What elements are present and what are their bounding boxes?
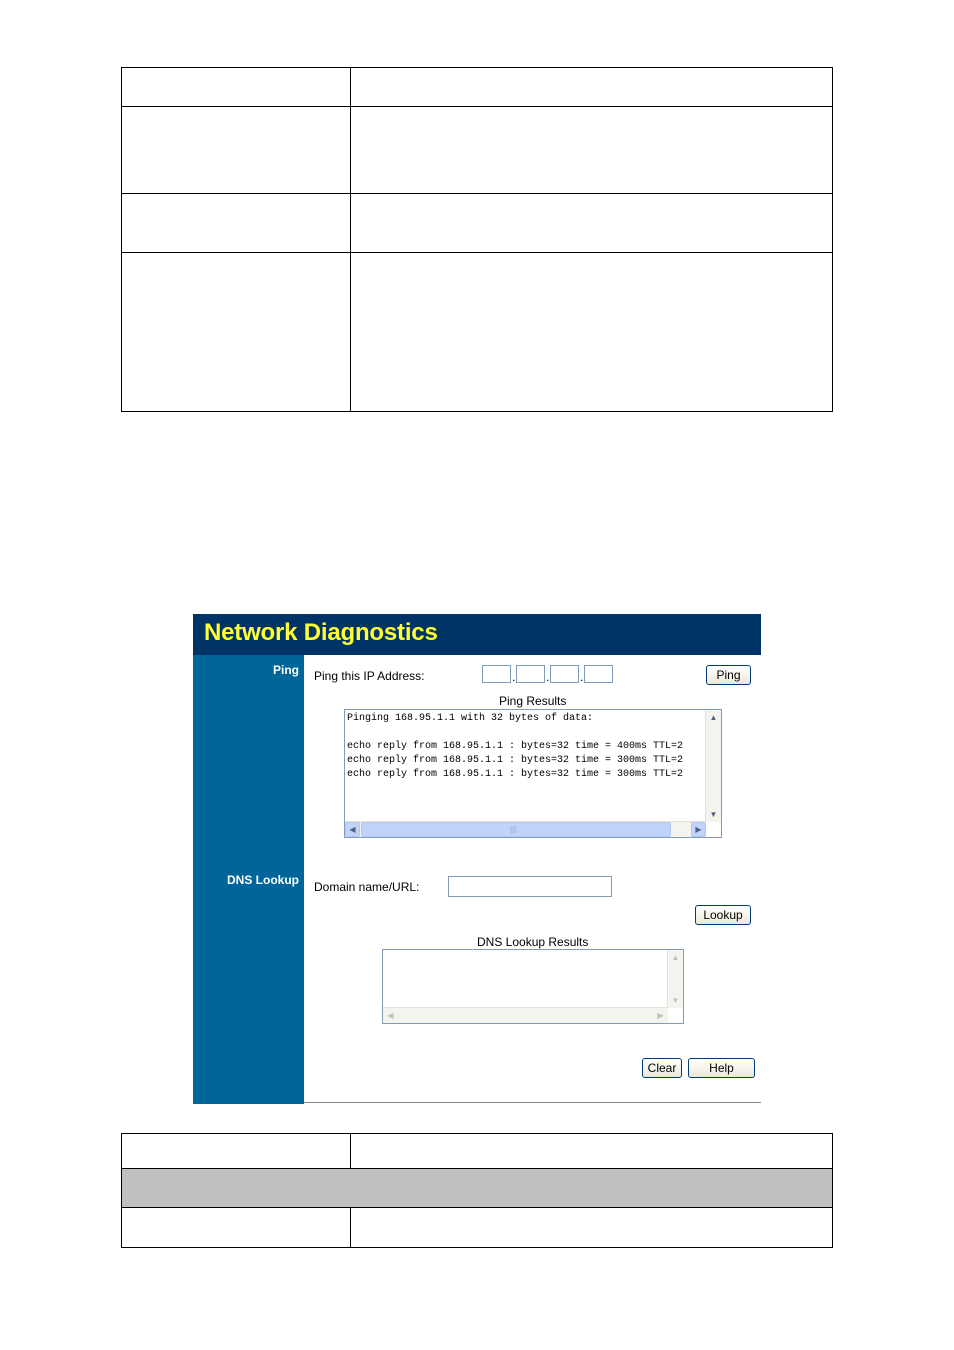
scroll-down-icon[interactable]: ▼ [671, 996, 680, 1005]
help-button[interactable]: Help [688, 1058, 755, 1078]
dns-results-textarea[interactable] [382, 949, 684, 1024]
ping-results-horizontal-scrollbar[interactable] [345, 821, 706, 837]
doc-table-row [122, 1208, 833, 1248]
doc-table-row [122, 194, 833, 253]
doc-table-shaded-row [122, 1169, 833, 1208]
ip-dot: . [512, 670, 516, 684]
doc-table-row [122, 107, 833, 194]
panel-bottom-divider [304, 1102, 761, 1103]
page-title: Network Diagnostics [204, 619, 438, 646]
doc-table-row [122, 68, 833, 107]
scroll-up-icon[interactable]: ▲ [671, 953, 680, 962]
section-label-ping: Ping [273, 663, 299, 677]
network-diagnostics-panel [193, 614, 761, 1104]
clear-button[interactable]: Clear [642, 1058, 682, 1078]
ip-octet-4-input[interactable] [584, 665, 613, 683]
ping-button[interactable]: Ping [706, 665, 751, 685]
ping-results-label: Ping Results [499, 694, 567, 708]
ping-ip-label: Ping this IP Address: [314, 669, 425, 683]
ip-dot: . [580, 670, 584, 684]
ip-octet-2-input[interactable] [516, 665, 545, 683]
doc-table-row [122, 1134, 833, 1169]
top-doc-table [121, 67, 833, 412]
scroll-left-icon[interactable]: ◀ [387, 1011, 394, 1020]
ping-results-textarea[interactable] [344, 709, 722, 838]
section-label-dns: DNS Lookup [227, 873, 299, 887]
scroll-right-icon[interactable]: ▶ [691, 822, 706, 837]
ip-octet-3-input[interactable] [550, 665, 579, 683]
sidebar [193, 655, 304, 1104]
scroll-down-icon[interactable]: ▼ [709, 810, 718, 819]
ping-results-vertical-scrollbar[interactable] [705, 710, 721, 822]
lookup-button[interactable]: Lookup [695, 905, 751, 925]
ip-dot: . [546, 670, 550, 684]
scrollbar-grip-icon: ||| [510, 825, 517, 834]
domain-name-input[interactable] [448, 876, 612, 897]
ip-octet-1-input[interactable] [482, 665, 511, 683]
domain-name-label: Domain name/URL: [314, 880, 420, 894]
ping-results-text: Pinging 168.95.1.1 with 32 bytes of data: echo reply from 168.95.1.1 : bytes=32 time = 400ms TTL=2 echo reply from 168.95.1.1 : bytes=32 time = 300ms TTL=2 echo reply from 168.95.1.1 : bytes=32 time = 300ms TTL=2 [347, 713, 684, 780]
scroll-right-icon[interactable]: ▶ [657, 1011, 664, 1020]
dns-results-horizontal-scrollbar[interactable] [383, 1007, 668, 1023]
bottom-doc-table [121, 1133, 833, 1248]
dns-results-vertical-scrollbar[interactable] [667, 950, 683, 1008]
scroll-up-icon[interactable]: ▲ [709, 713, 718, 722]
scroll-left-icon[interactable]: ◀ [345, 822, 360, 837]
doc-table-row [122, 253, 833, 412]
title-bar [193, 614, 761, 655]
dns-results-label: DNS Lookup Results [477, 935, 589, 949]
